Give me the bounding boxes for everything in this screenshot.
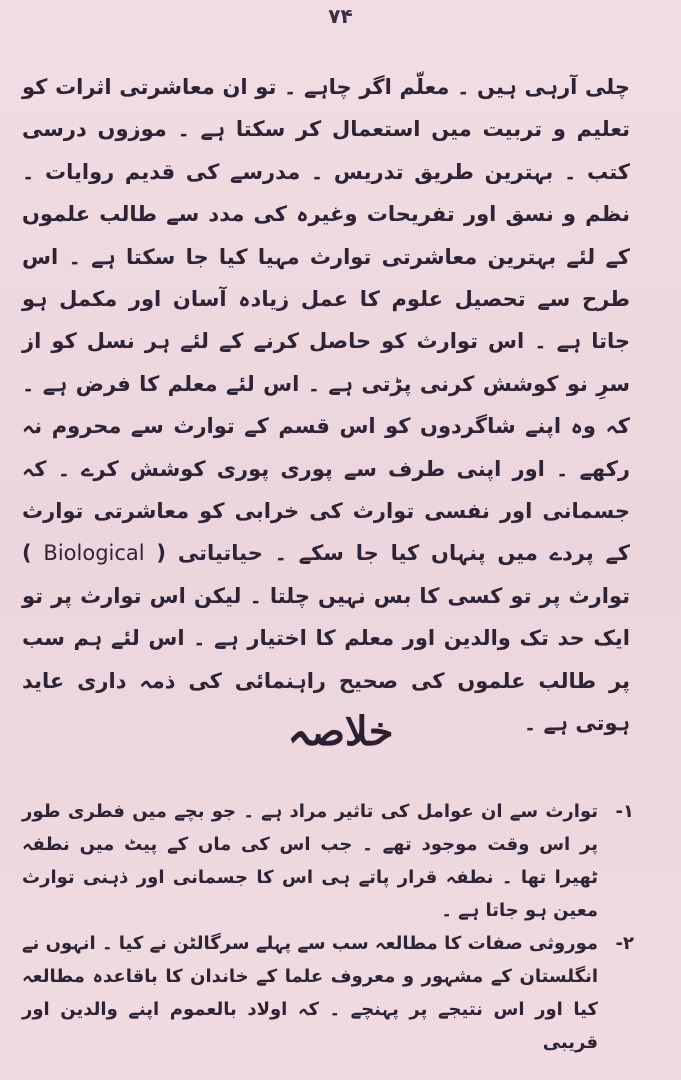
section-heading: خلاصہ [287,708,394,755]
summary-item-text: توارث سے ان عوامل کی تاثیر مراد ہے ۔ جو بچے میں فطری طور پر اس وقت موجود تھے ۔ جب اس کی ماں کے پیٹ میں نطفہ ٹھیرا تھا ۔ نطفہ قرار پاتے ہی اس کا جسمانی اور ذہنی توارث معین ہو جاتا ہے ۔ [22,801,598,921]
body-paragraph-text [22,66,630,745]
body-paragraph-main: چلی آرہی ہیں ۔ معلّم اگر چاہے ۔ تو ان معاشرتی اثرات کو تعلیم و تربیت میں استعمال کر سکتا ہے ۔ موزوں درسی کتب ۔ بہترین طریق تدریس ۔ مدرسے کی قدیم روایات ۔ نظم و نسق اور تفریحات وغیرہ کی مدد سے طالب علموں کے لئے بہترین معاشرتی توارث مہیا کیا جا سکتا ہے ۔ اس طرح سے تحصیل علوم کا عمل زیادہ آسان اور مکمل ہو جاتا ہے ۔ اس توارث کو حاصل کرنے کے لئے ہر نسل کو از سرِ نو کوشش کرنی پڑتی ہے ۔ اس لئے معلم کا فرض ہے ۔ کہ وہ اپنے شاگردوں کو اس قسم کے توارث سے محروم نہ رکھے ۔ اور اپنی طرف سے پوری پوری کوشش کرے ۔ کہ جسمانی اور نفسی توارث کی خرابی کو معاشرتی توارث کے پردے میں پنہاں کیا جا سکے ۔ حیاتیاتی ( [22,75,631,566]
summary-item-text: موروثی صفات کا مطالعہ سب سے پہلے سرگالٹن نے کیا ۔ انہوں نے انگلستان کے مشہور و معروف علما کے خاندان کا باقاعدہ مطالعہ کیا اور اس نتیجے پر پہنچے ۔ کہ اولاد بالعموم اپنے والدین اور قریبی [22,933,598,1053]
summary-item-number: ۲- [615,933,634,954]
body-latin-term: Biological [43,541,145,566]
summary-list [22,795,634,1059]
summary-item [22,795,634,927]
body-paragraph-end: ) توارث پر تو کسی کا بس نہیں چلتا ۔ لیکن اس توارث پر تو ایک حد تک والدین اور معلم کا اختیار ہے ۔ اس لئے ہم سب پر طالب علموں کی صحیح راہنمائی کی ذمہ داری عاید ہوتی ہے ۔ [22,541,630,736]
summary-item [22,927,634,1059]
page-number: ۷۴ [328,4,353,28]
body-paragraph [22,66,630,745]
summary-item-number: ۱- [615,801,634,822]
